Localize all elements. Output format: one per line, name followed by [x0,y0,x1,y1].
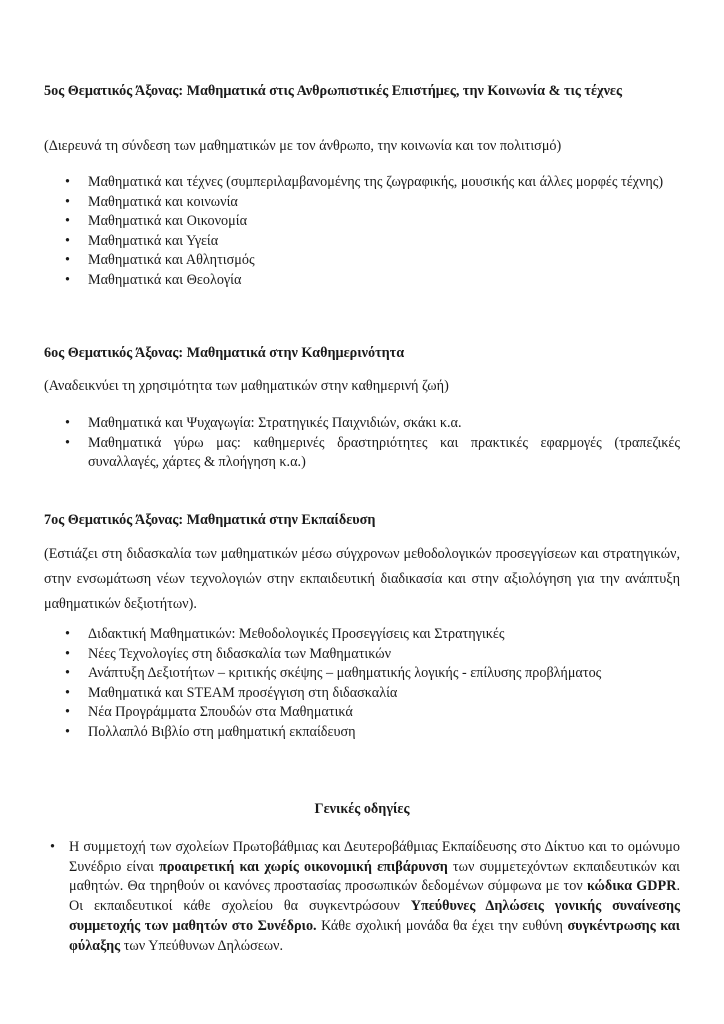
bullet-icon: • [65,434,70,451]
list-item: • Νέες Τεχνολογίες στη διδασκαλία των Μαθηματικών [44,645,680,665]
list-item: • Νέα Προγράμματα Σπουδών στα Μαθηματικά [44,703,680,723]
bullet-icon: • [65,684,70,701]
list-item: • Ανάπτυξη Δεξιοτήτων – κριτικής σκέψης – μαθηματικής λογικής - επίλυσης προβλήματος [44,664,680,684]
list-item: • Μαθηματικά και τέχνες (συμπεριλαμβανομένης της ζωγραφικής, μουσικής και άλλες μορφές τέχνης) [44,173,680,193]
emphasis-optional-free: προαιρετική και χωρίς οικονομική επιβάρυνση [159,858,448,875]
bullet-icon: • [65,415,70,431]
bullet-icon: • [65,645,70,662]
bullet-icon: • [65,193,70,210]
list-item: • Πολλαπλό Βιβλίο στη μαθηματική εκπαίδευση [44,723,680,743]
general-instructions-title: Γενικές οδηγίες [314,801,410,817]
section-5-description: (Διερευνά τη σύνδεση των μαθηματικών με τον άνθρωπο, την κοινωνία και τον πολιτισμό) [44,138,562,154]
bullet-icon: • [50,839,55,855]
section-7-list [44,625,680,742]
bullet-icon: • [65,665,70,681]
general-instructions-list [44,838,680,956]
list-item: • Μαθηματικά και Υγεία [44,232,680,252]
bullet-icon: • [65,626,70,642]
section-6-title: 6ος Θεματικός Άξονας: Μαθηματικά στην Καθημερινότητα [44,345,405,361]
section-6-list [44,414,680,473]
bullet-icon: • [65,174,70,190]
list-item: • Διδακτική Μαθηματικών: Μεθοδολογικές Προσεγγίσεις και Στρατηγικές [44,625,680,645]
list-item: • Μαθηματικά και Αθλητισμός [44,251,680,271]
section-6-description: (Αναδεικνύει τη χρησιμότητα των μαθηματικών στην καθημερινή ζωή) [44,378,449,394]
emphasis-collection: συγκέντρωσης και φύλαξης [69,917,680,954]
list-item: • Μαθηματικά γύρω μας: καθημερινές δραστηριότητες και πρακτικές εφαρμογές (τραπεζικές συναλλαγές, χάρτες & πλοήγηση κ.α.) [65,434,680,470]
list-item: • Μαθηματικά και STEAM προσέγγιση στη διδασκαλία [44,684,680,704]
emphasis-consent: Υπεύθυνες Δηλώσεις γονικής συναίνεσης συμμετοχής των μαθητών στο Συνέδριο. [69,898,680,934]
list-item: • Μαθηματικά και Θεολογία [44,271,680,291]
section-7-title: 7ος Θεματικός Άξονας: Μαθηματικά στην Εκπαίδευση [44,512,376,528]
section-5-list [44,173,680,290]
section-5-title: 5ος Θεματικός Άξονας: Μαθηματικά στις Ανθρωπιστικές Επιστήμες, την Κοινωνία & τις τέχνες [44,83,622,99]
general-paragraph: Η συμμετοχή των σχολείων Πρωτοβάθμιας και Δευτεροβάθμιας Εκπαίδευσης στο Δίκτυο και το ομώνυμο Συνέδριο είναι προαιρετική και χωρίς οικονομική επιβάρυνση των συμμετεχόντων εκπαιδευτικών και μαθητών. Θα τηρηθούν οι κανόνες προστασίας προσωπικών δεδομένων σύμφωνα με τον κώδικα GDPR. Οι εκπαιδευτικοί κάθε σχολείου θα συγκεντρώσουν Υπεύθυνες Δηλώσεις γονικής συναίνεσης συμμετοχής των μαθητών στο Συνέδριο. Κάθε σχολική μονάδα θα έχει την ευθύνη συγκέντρωσης και φύλαξης των Υπεύθυνων Δηλώσεων. [69,839,680,954]
bullet-icon: • [65,723,70,740]
bullet-icon: • [65,252,70,268]
bullet-icon: • [65,271,70,288]
bullet-icon: • [65,213,70,229]
list-item: • Μαθηματικά και Ψυχαγωγία: Στρατηγικές Παιχνιδιών, σκάκι κ.α. [44,414,680,434]
bullet-icon: • [65,232,70,249]
bullet-icon: • [65,704,70,720]
list-item: • Μαθηματικά και κοινωνία [44,193,680,213]
list-item [44,838,680,956]
section-7-description: (Εστιάζει στη διδασκαλία των μαθηματικών μέσω σύγχρονων μεθοδολογικών προσεγγίσεων και στρατηγικών, στην ενσωμάτωση νέων τεχνολογιών στην εκπαιδευτική διαδικασία και στην αξιολόγηση για την ανάπτυξη μαθηματικών δεξιοτήτων). [44,546,680,612]
list-item: • Μαθηματικά και Οικονομία [44,212,680,232]
emphasis-gdpr: κώδικα GDPR [587,878,677,895]
